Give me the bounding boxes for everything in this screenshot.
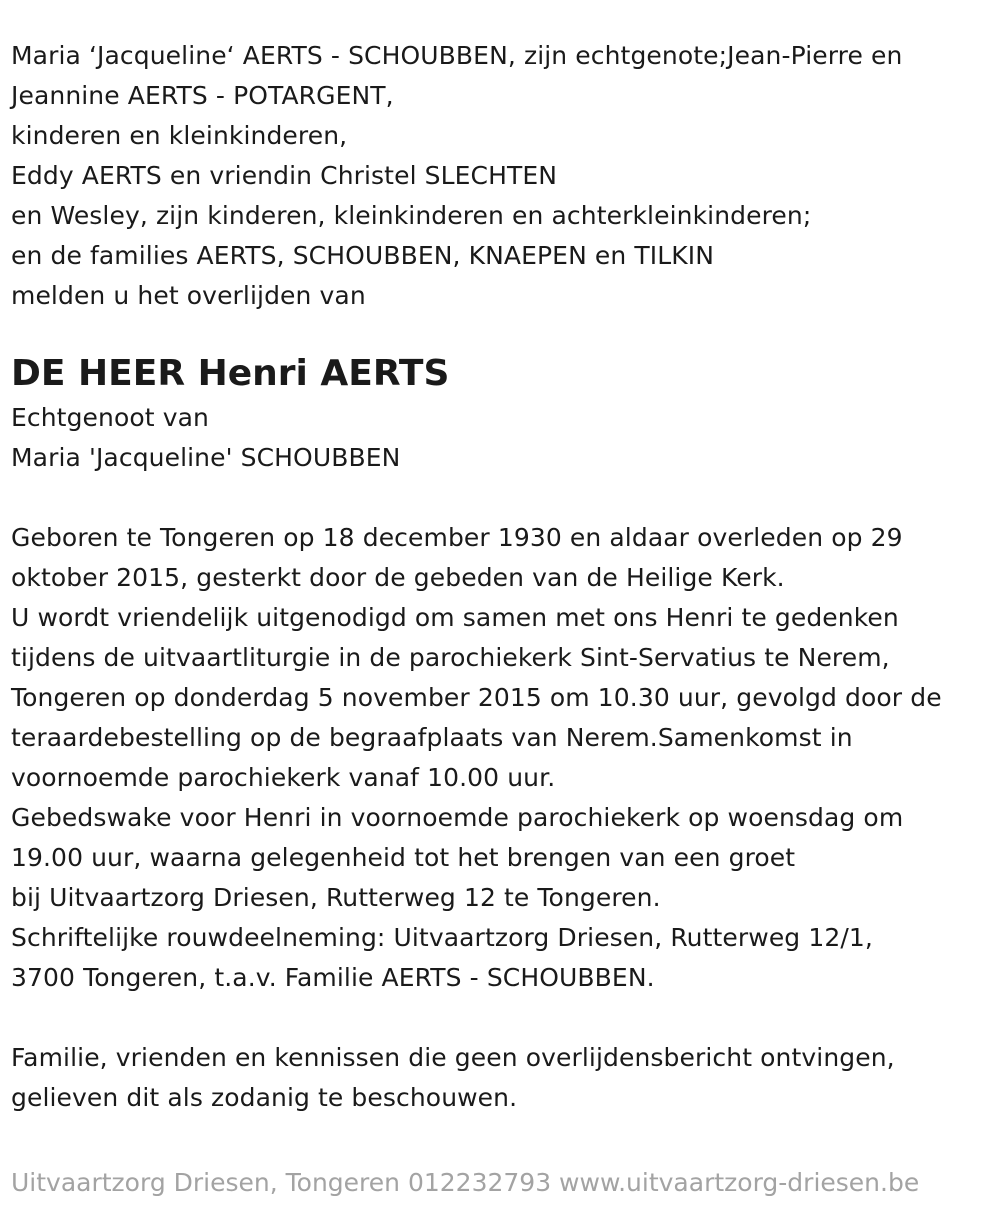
- details-section: [11, 518, 996, 998]
- obituary-notice: [11, 36, 996, 1118]
- intro-line: en Wesley, zijn kinderen, kleinkinderen en achterkleinkinderen;: [11, 201, 812, 230]
- intro-line: melden u het overlijden van: [11, 281, 366, 310]
- details-line: Schriftelijke rouwdeelneming: Uitvaartzorg Driesen, Rutterweg 12/1,: [11, 923, 873, 952]
- details-line: tijdens de uitvaartliturgie in de parochiekerk Sint-Servatius te Nerem,: [11, 643, 890, 672]
- closing-section: [11, 1038, 996, 1118]
- intro-line: Eddy AERTS en vriendin Christel SLECHTEN: [11, 161, 558, 190]
- details-line: oktober 2015, gesterkt door de gebeden van de Heilige Kerk.: [11, 563, 785, 592]
- deceased-name: DE HEER Henri AERTS: [11, 353, 450, 394]
- details-line: 19.00 uur, waarna gelegenheid tot het brengen van een groet: [11, 843, 796, 872]
- intro-line: kinderen en kleinkinderen,: [11, 121, 348, 150]
- spacer: [11, 316, 996, 346]
- deceased-section: [11, 350, 996, 478]
- intro-line: Jeannine AERTS - POTARGENT,: [11, 81, 394, 110]
- closing-line: Familie, vrienden en kennissen die geen overlijdensbericht ontvingen,: [11, 1043, 895, 1072]
- details-line: teraardebestelling op de begraafplaats van Nerem.Samenkomst in: [11, 723, 853, 752]
- relation-line: Echtgenoot van: [11, 403, 209, 432]
- intro-section: [11, 36, 996, 316]
- intro-line: Maria ‘Jacqueline‘ AERTS - SCHOUBBEN, zijn echtgenote;Jean-Pierre en: [11, 41, 903, 70]
- details-line: Geboren te Tongeren op 18 december 1930 en aldaar overleden op 29: [11, 523, 903, 552]
- closing-line: gelieven dit als zodanig te beschouwen.: [11, 1083, 518, 1112]
- spacer: [11, 478, 996, 518]
- details-line: Gebedswake voor Henri in voornoemde parochiekerk op woensdag om: [11, 803, 904, 832]
- details-line: U wordt vriendelijk uitgenodigd om samen met ons Henri te gedenken: [11, 603, 899, 632]
- spacer: [11, 998, 996, 1038]
- details-line: voornoemde parochiekerk vanaf 10.00 uur.: [11, 763, 556, 792]
- intro-line: en de families AERTS, SCHOUBBEN, KNAEPEN en TILKIN: [11, 241, 715, 270]
- details-line: Tongeren op donderdag 5 november 2015 om 10.30 uur, gevolgd door de: [11, 683, 942, 712]
- details-line: bij Uitvaartzorg Driesen, Rutterweg 12 te Tongeren.: [11, 883, 661, 912]
- relation-line: Maria 'Jacqueline' SCHOUBBEN: [11, 443, 401, 472]
- funeral-home-footer: Uitvaartzorg Driesen, Tongeren 012232793 www.uitvaartzorg-driesen.be: [11, 1168, 920, 1197]
- details-line: 3700 Tongeren, t.a.v. Familie AERTS - SCHOUBBEN.: [11, 963, 655, 992]
